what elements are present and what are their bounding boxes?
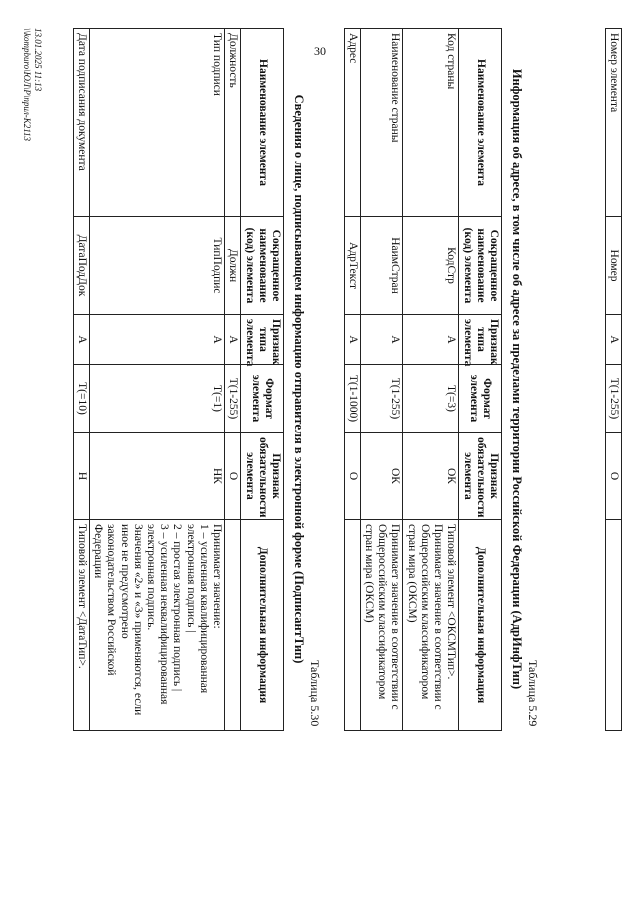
table-row [73, 29, 89, 731]
cell-info: Типовой элемент <ДатаТип>. [73, 520, 89, 731]
cell-info: Принимает значение в соответствии с Общероссийским классификатором стран мира (ОКСМ) [360, 520, 403, 731]
cell-required: НК [89, 433, 224, 520]
table-header-row [459, 29, 502, 731]
cell-code: НаимСтран [360, 217, 403, 315]
cell-format: Т(1-255) [360, 365, 403, 433]
cell-name: Номер элемента [605, 29, 621, 217]
cell-type: А [403, 315, 459, 365]
table-5-30-caption: Таблица 5.30 [308, 660, 322, 727]
cell-format: Т(1-255) [225, 365, 241, 433]
cell-info [605, 520, 621, 731]
table-row [360, 29, 403, 731]
cell-info: Принимает значение: 1 – усиленная квалифицированная электронная подпись | 2 – простая электронная подпись | 3 – усиленная неквалифицированная электронная подпись. Значения «2» и «3» применяются, если иное не предусмотрено законодательством Российской Федерации [89, 520, 224, 731]
cell-type: А [89, 315, 224, 365]
table-5-30 [73, 28, 284, 731]
cell-format: Т(=3) [403, 365, 459, 433]
stamp-path: \\kompburo\ЮЛ\Р\прил-К2113 [22, 28, 32, 142]
header-name: Наименование элемента [459, 29, 502, 217]
cell-format: Т(1-1000) [344, 365, 360, 433]
cell-required: О [605, 433, 621, 520]
cell-code: ТипПодпис [89, 217, 224, 315]
header-required: Признак обязательности элемента [459, 433, 502, 520]
cell-required: ОК [360, 433, 403, 520]
table-row [403, 29, 459, 731]
table-row [344, 29, 360, 731]
cell-name: Адрес [344, 29, 360, 217]
cell-required: Н [73, 433, 89, 520]
cell-format: Т(=10) [73, 365, 89, 433]
header-format: Формат элемента [459, 365, 502, 433]
table-row [605, 29, 621, 731]
cell-code: АдрТекст [344, 217, 360, 315]
cell-type: А [360, 315, 403, 365]
cell-type: А [73, 315, 89, 365]
table-header-row [241, 29, 284, 731]
file-stamp [21, 28, 43, 141]
cell-code: Должн [225, 217, 241, 315]
header-code: Сокращенное наименование (код) элемента [241, 217, 284, 315]
page-number: 30 [314, 44, 326, 58]
cell-name: Дата подписания документа [73, 29, 89, 217]
cell-code: ДатаПодДок [73, 217, 89, 315]
table-row [89, 29, 224, 731]
header-type: Признак типа элемента [241, 315, 284, 365]
continued-table [605, 28, 622, 731]
cell-format: Т(1-255) [605, 365, 621, 433]
table-row [225, 29, 241, 731]
cell-name: Наименование страны [360, 29, 403, 217]
cell-info [225, 520, 241, 731]
cell-type: А [605, 315, 621, 365]
cell-required: О [225, 433, 241, 520]
header-format: Формат элемента [241, 365, 284, 433]
header-info: Дополнительная информация [241, 520, 284, 731]
cell-required: ОК [403, 433, 459, 520]
cell-name: Тип подписи [89, 29, 224, 217]
stamp-date: 13.01.2025 11:13 [33, 28, 43, 92]
table-5-29 [344, 28, 502, 731]
cell-format: Т(=1) [89, 365, 224, 433]
header-code: Сокращенное наименование (код) элемента [459, 217, 502, 315]
header-name: Наименование элемента [241, 29, 284, 217]
cell-code: КодСтр [403, 217, 459, 315]
cell-name: Код страны [403, 29, 459, 217]
header-required: Признак обязательности элемента [241, 433, 284, 520]
cell-required: О [344, 433, 360, 520]
cell-code: Номер [605, 217, 621, 315]
table-5-29-title: Информация об адресе, в том числе об адресе за пределами территории Российской Федерации (АдрИнфТип) [510, 68, 524, 690]
header-type: Признак типа элемента [459, 315, 502, 365]
cell-type: А [225, 315, 241, 365]
cell-info: Типовой элемент <ОКСМТип>. Принимает значение в соответствии с Общероссийским классификатором стран мира (ОКСМ) [403, 520, 459, 731]
cell-info [344, 520, 360, 731]
header-info: Дополнительная информация [459, 520, 502, 731]
table-5-30-title: Сведения о лице, подписывающем информацию отправителя в электронной форме (ПодписантТип) [292, 94, 306, 664]
table-5-29-caption: Таблица 5.29 [526, 660, 540, 727]
cell-name: Должность [225, 29, 241, 217]
cell-type: А [344, 315, 360, 365]
